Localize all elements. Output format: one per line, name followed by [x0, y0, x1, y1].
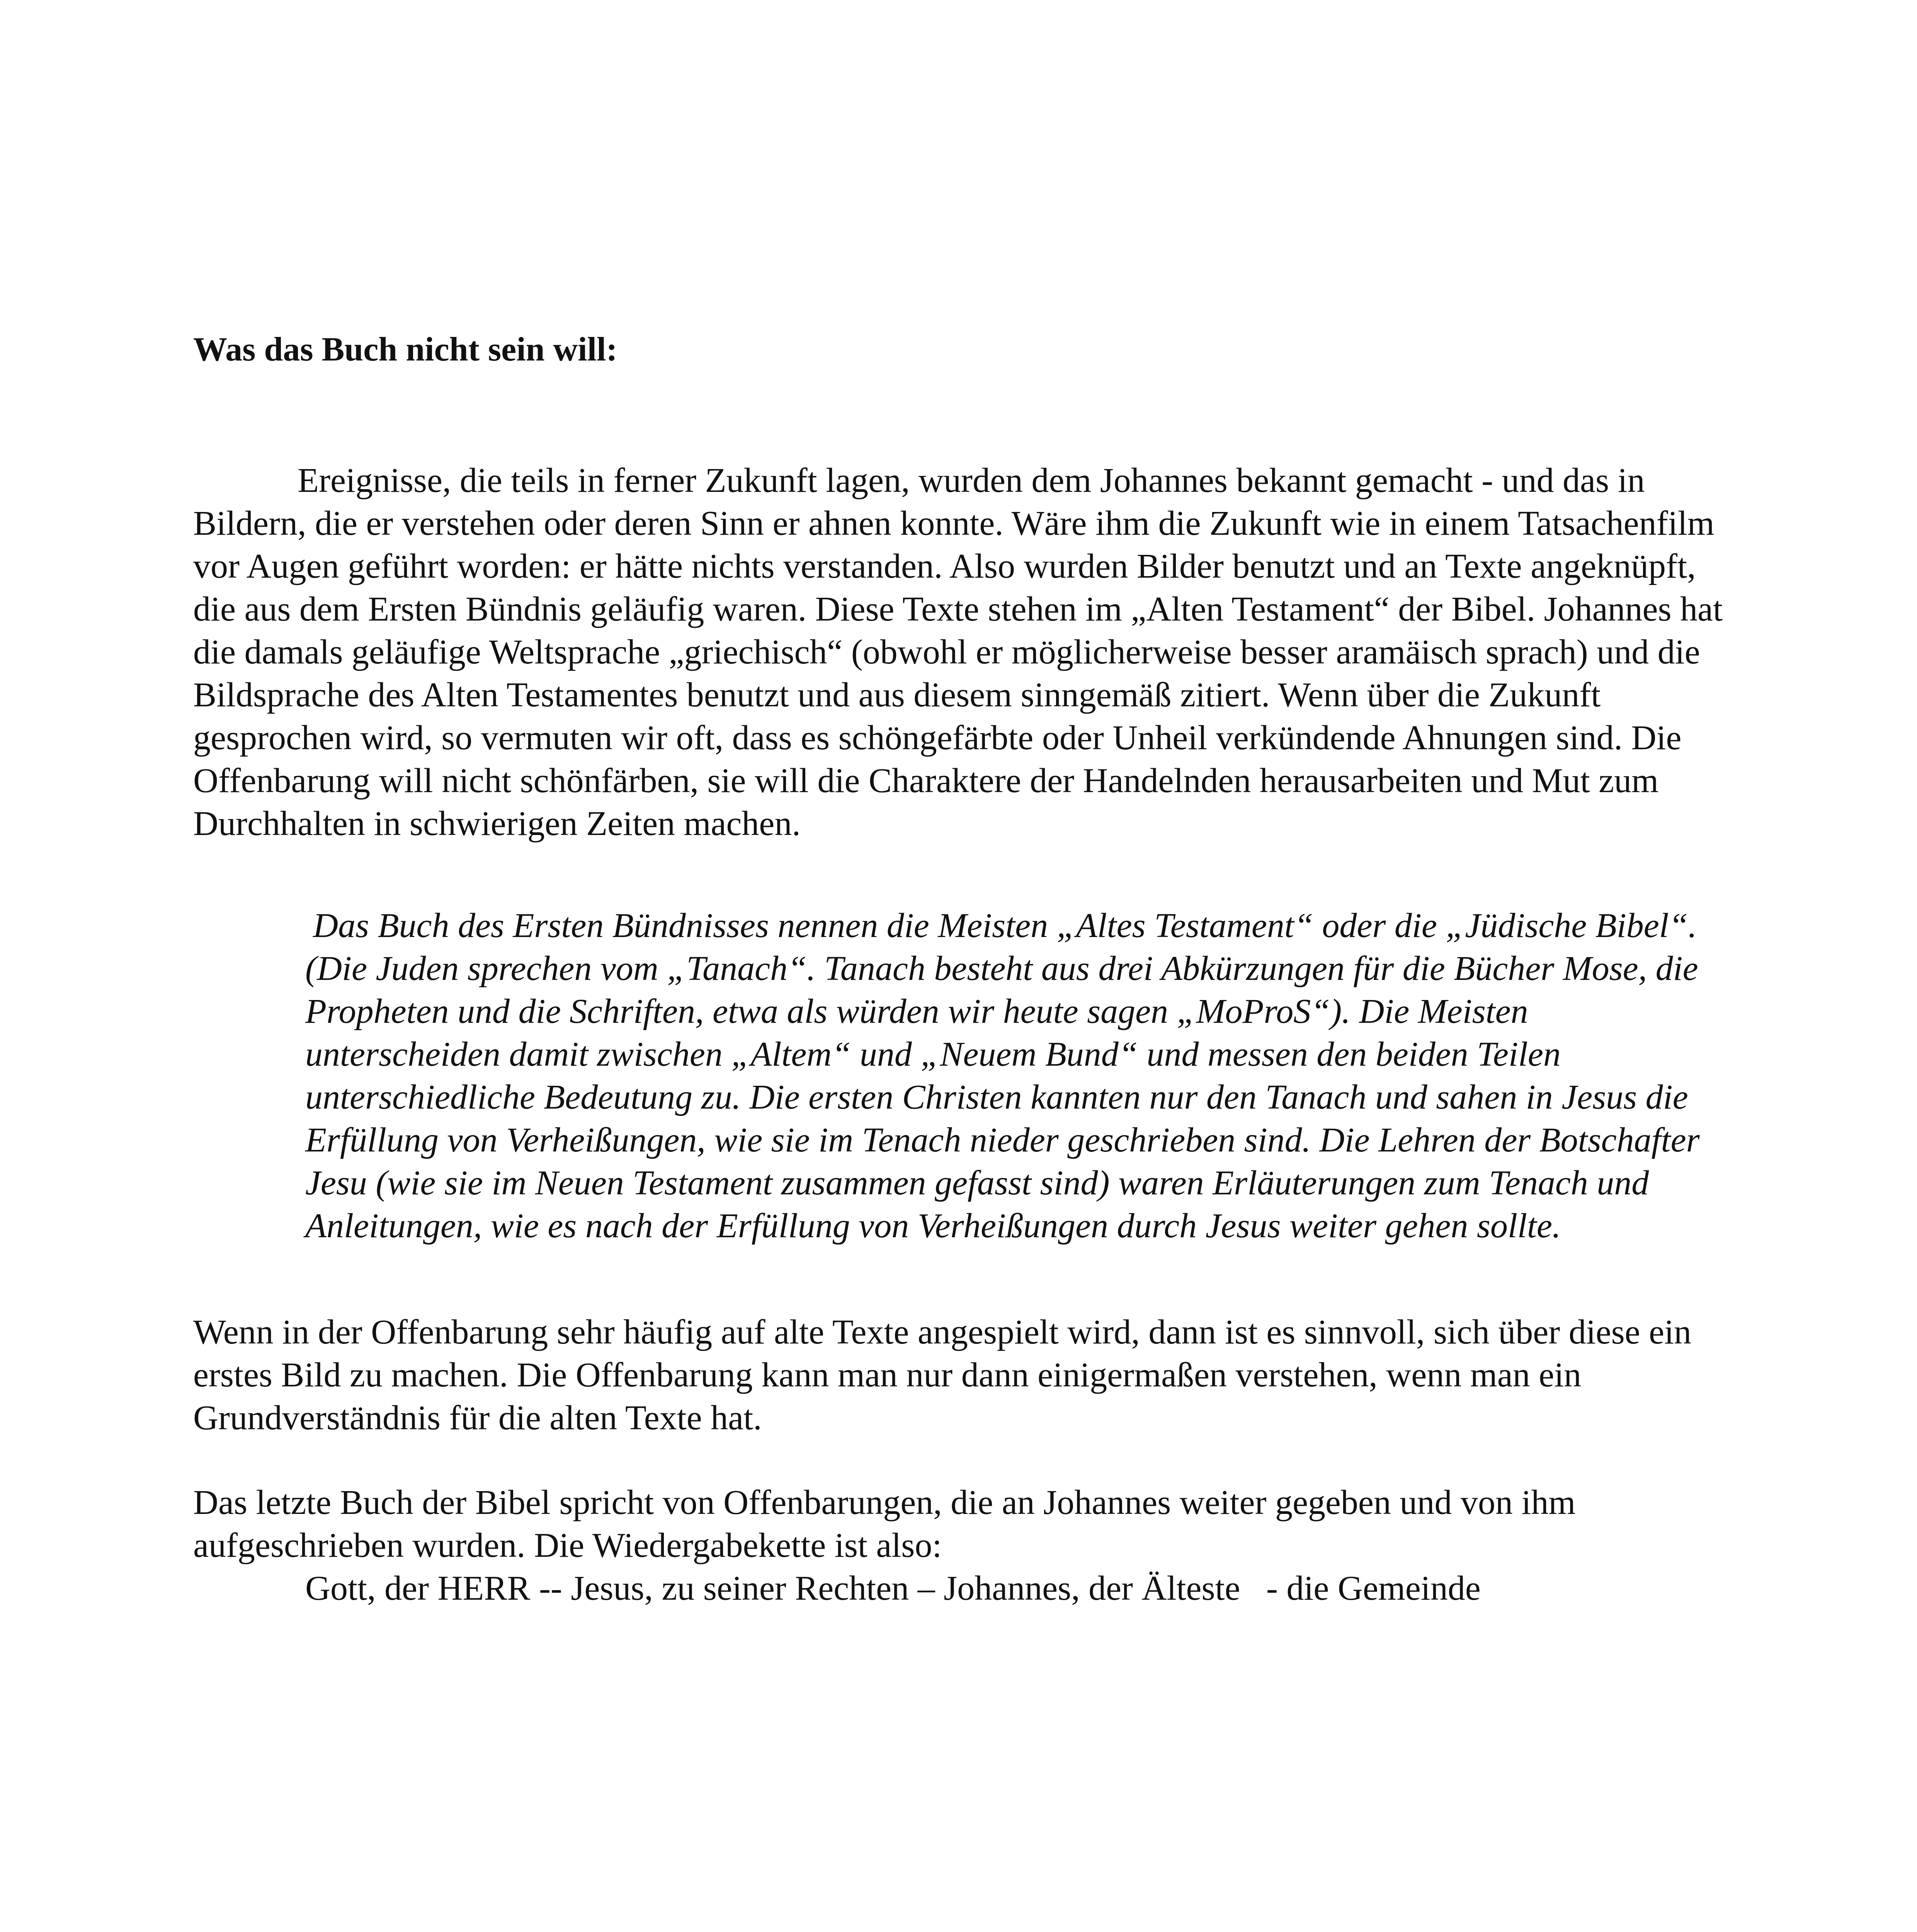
paragraph-italic-note: Das Buch des Ersten Bündnisses nennen die Meisten „Altes Testament“ oder die „Jüdische Bibel“. (Die Juden sprechen vom „Tanach“. Tanach besteht aus drei Abkürzungen für die Bücher Mose, die Propheten und die Schriften, etwa als würden wir heute sagen „MoProS“). Die Meisten unterscheiden damit zwischen „Altem“ und „Neuem Bund“ und messen den beiden Teilen unterschiedliche Bedeutung zu. Die ersten Christen kannten nur den Tanach und sahen in Jesus die Erfüllung von Verheißungen, wie sie im Tenach nieder geschrieben sind. Die Lehren der Botschafter Jesu (wie sie im Neuen Testament zusammen gefasst sind) waren Erläuterungen zum Tenach und Anleitungen, wie es nach der Erfüllung von Verheißungen durch Jesus weiter gehen sollte. — [305, 906, 1700, 1245]
paragraph-old-texts: Wenn in der Offenbarung sehr häufig auf alte Texte angespielt wird, dann ist es sinnvoll, sich über diese ein erstes Bild zu machen. Die Offenbarung kann man nur dann einigermaßen verstehen, wenn man ein Grundverständnis für die alten Texte hat. — [193, 1313, 1692, 1437]
paragraph-intro: Ereignisse, die teils in ferner Zukunft lagen, wurden dem Johannes bekannt gemacht - und das in Bildern, die er verstehen oder deren Sinn er ahnen konnte. Wäre ihm die Zukunft wie in einem Tatsachenfilm vor Augen geführt worden: er hätte nichts verstanden. Also wurden Bilder benutzt und an Texte angeknüpft, die aus dem Ersten Bündnis geläufig waren. Diese Texte stehen im „Alten Testament“ der Bibel. Johannes hat die damals geläufige Weltsprache „griechisch“ (obwohl er möglicherweise besser aramäisch sprach) und die Bildsprache des Alten Testamentes benutzt und aus diesem sinngemäß zitiert. Wenn über die Zukunft gesprochen wird, so vermuten wir oft, dass es schöngefärbte oder Unheil verkündende Ahnungen sind. Die Offenbarung will nicht schönfärben, sie will die Charaktere der Handelnden herausarbeiten und Mut zum Durchhalten in schwierigen Zeiten machen. — [193, 461, 1723, 843]
paragraph-transmission: Das letzte Buch der Bibel spricht von Offenbarungen, die an Johannes weiter gegeben und von ihm aufgeschrieben wurden. Die Wiedergabekette ist also: — [193, 1483, 1576, 1565]
transmission-chain: Gott, der HERR -- Jesus, zu seiner Rechten – Johannes, der Älteste - die Gemeinde — [305, 1569, 1481, 1607]
section-heading: Was das Buch nicht sein will: — [193, 331, 617, 368]
